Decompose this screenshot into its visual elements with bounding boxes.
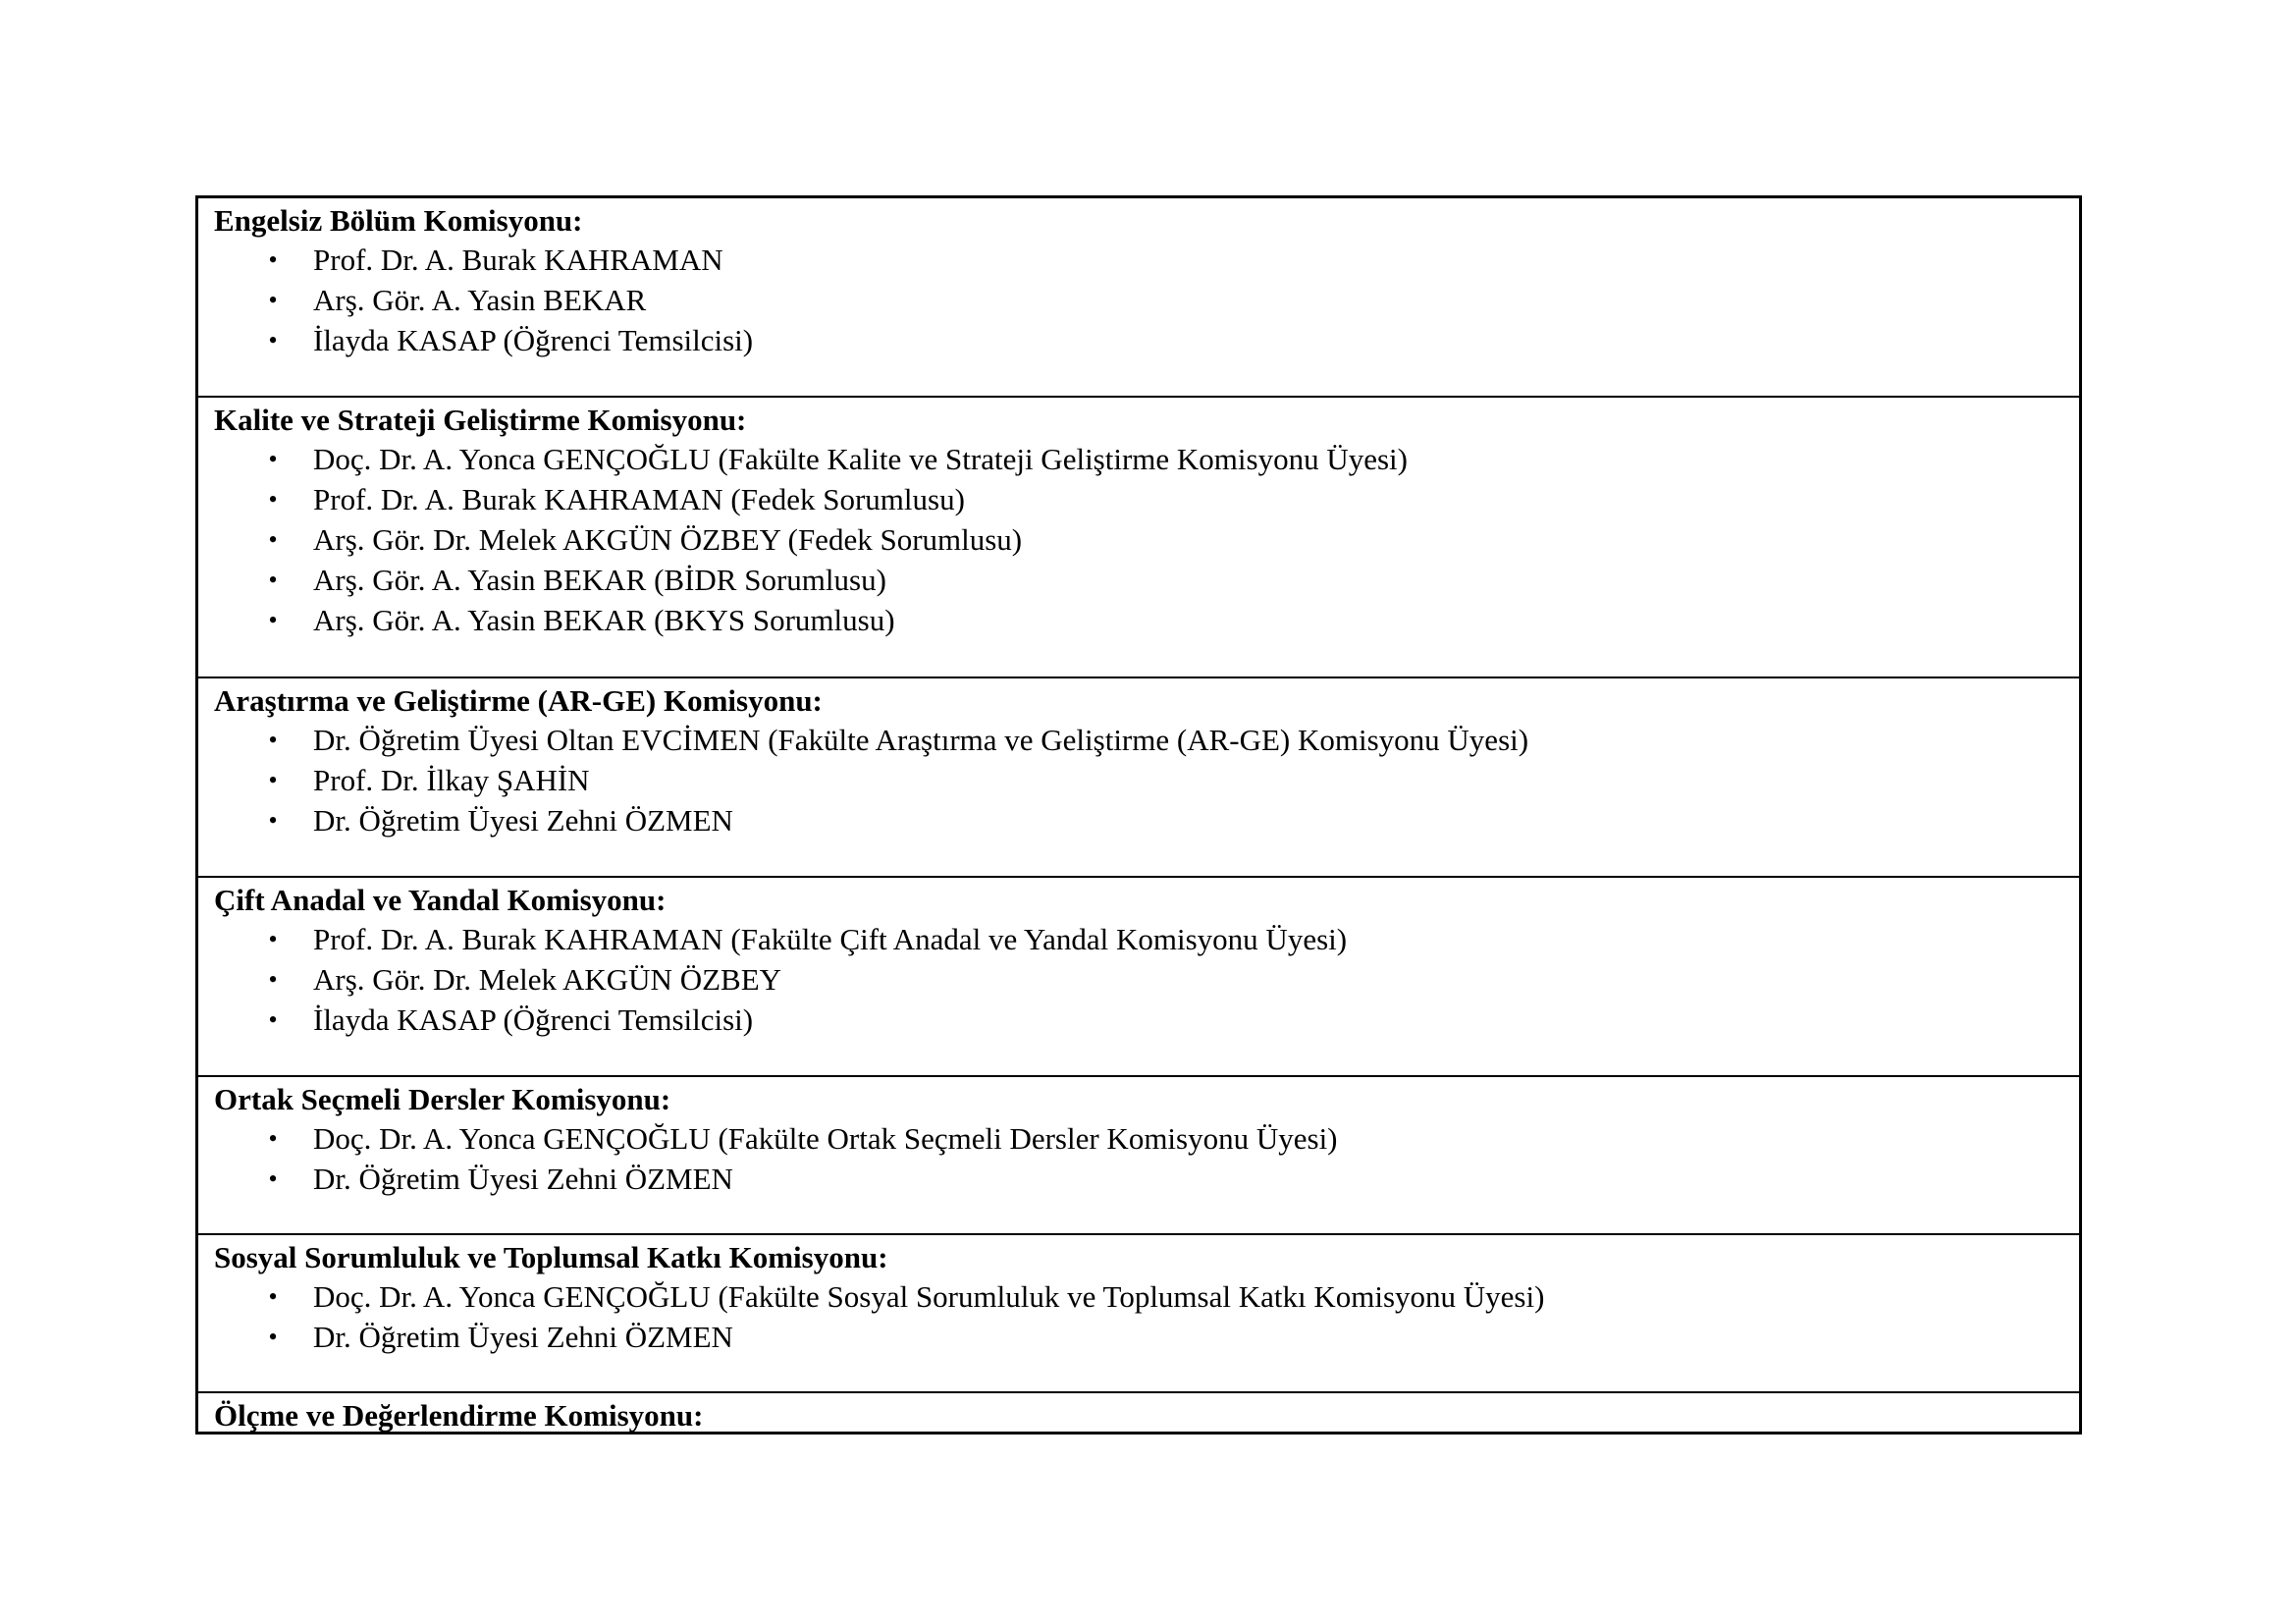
member-name: Dr. Öğretim Üyesi Zehni ÖZMEN — [313, 803, 733, 838]
member-item — [214, 600, 2079, 640]
bullet-icon: • — [268, 1164, 278, 1193]
member-list — [214, 919, 2079, 1040]
committee-row-ortak-secmeli — [198, 1077, 2079, 1235]
member-name: Prof. Dr. A. Burak KAHRAMAN (Fedek Sorumlusu) — [313, 482, 965, 516]
member-name: İlayda KASAP (Öğrenci Temsilcisi) — [313, 1002, 754, 1037]
member-name: Dr. Öğretim Üyesi Oltan EVCİMEN (Fakülte Araştırma ve Geliştirme (AR-GE) Komisyonu Üyesi) — [313, 723, 1529, 757]
bullet-icon: • — [268, 726, 278, 754]
member-item — [214, 959, 2079, 1000]
member-item — [214, 1276, 2079, 1317]
member-name: Doç. Dr. A. Yonca GENÇOĞLU (Fakülte Ortak Seçmeli Dersler Komisyonu Üyesi) — [313, 1121, 1338, 1156]
member-item — [214, 560, 2079, 600]
member-item — [214, 760, 2079, 800]
member-list — [214, 240, 2079, 360]
committee-row-cift-anadal — [198, 878, 2079, 1077]
member-list — [214, 720, 2079, 840]
committee-row-olcme — [198, 1393, 2079, 1432]
member-item — [214, 1000, 2079, 1040]
bullet-icon: • — [268, 965, 278, 994]
bullet-icon: • — [268, 485, 278, 514]
committee-row-kalite — [198, 398, 2079, 678]
member-name: Dr. Öğretim Üyesi Zehni ÖZMEN — [313, 1320, 733, 1354]
bullet-icon: • — [268, 1124, 278, 1153]
committee-title: Araştırma ve Geliştirme (AR-GE) Komisyonu: — [214, 683, 823, 718]
member-item — [214, 240, 2079, 280]
member-name: Arş. Gör. A. Yasin BEKAR (BKYS Sorumlusu) — [313, 603, 895, 637]
member-list — [214, 439, 2079, 640]
committee-title: Kalite ve Strateji Geliştirme Komisyonu: — [214, 403, 747, 437]
member-item — [214, 1118, 2079, 1159]
member-item — [214, 280, 2079, 320]
bullet-icon: • — [268, 525, 278, 554]
committee-row-engelsiz — [198, 198, 2079, 398]
member-item — [214, 439, 2079, 479]
member-name: Prof. Dr. A. Burak KAHRAMAN (Fakülte Çift Anadal ve Yandal Komisyonu Üyesi) — [313, 922, 1348, 956]
member-item — [214, 720, 2079, 760]
committee-table — [195, 195, 2082, 1435]
committee-title: Ortak Seçmeli Dersler Komisyonu: — [214, 1082, 671, 1116]
member-list — [214, 1118, 2079, 1199]
member-name: Arş. Gör. A. Yasin BEKAR (BİDR Sorumlusu) — [313, 563, 886, 597]
bullet-icon: • — [268, 806, 278, 835]
member-item — [214, 919, 2079, 959]
member-name: Prof. Dr. İlkay ŞAHİN — [313, 763, 590, 797]
bullet-icon: • — [268, 445, 278, 473]
member-item — [214, 479, 2079, 519]
committee-row-arge — [198, 678, 2079, 878]
bullet-icon: • — [268, 1323, 278, 1351]
member-item — [214, 519, 2079, 560]
member-name: Doç. Dr. A. Yonca GENÇOĞLU (Fakülte Kalite ve Strateji Geliştirme Komisyonu Üyesi) — [313, 442, 1408, 476]
bullet-icon: • — [268, 925, 278, 953]
member-item — [214, 1317, 2079, 1357]
member-item — [214, 800, 2079, 840]
committee-title: Ölçme ve Değerlendirme Komisyonu: — [214, 1398, 704, 1433]
member-name: Arş. Gör. A. Yasin BEKAR — [313, 283, 647, 317]
member-name: Doç. Dr. A. Yonca GENÇOĞLU (Fakülte Sosyal Sorumluluk ve Toplumsal Katkı Komisyonu Üyesi) — [313, 1279, 1545, 1314]
bullet-icon: • — [268, 566, 278, 594]
member-list — [214, 1276, 2079, 1357]
committee-title: Çift Anadal ve Yandal Komisyonu: — [214, 883, 667, 917]
committee-title: Sosyal Sorumluluk ve Toplumsal Katkı Komisyonu: — [214, 1240, 888, 1274]
member-item — [214, 320, 2079, 360]
bullet-icon: • — [268, 1005, 278, 1034]
bullet-icon: • — [268, 326, 278, 354]
bullet-icon: • — [268, 766, 278, 794]
member-name: Arş. Gör. Dr. Melek AKGÜN ÖZBEY (Fedek Sorumlusu) — [313, 522, 1023, 557]
bullet-icon: • — [268, 286, 278, 314]
member-name: Prof. Dr. A. Burak KAHRAMAN — [313, 243, 723, 277]
committee-row-sosyal-sorumluluk — [198, 1235, 2079, 1393]
bullet-icon: • — [268, 606, 278, 634]
member-name: İlayda KASAP (Öğrenci Temsilcisi) — [313, 323, 754, 357]
member-name: Arş. Gör. Dr. Melek AKGÜN ÖZBEY — [313, 962, 782, 997]
bullet-icon: • — [268, 245, 278, 274]
member-item — [214, 1159, 2079, 1199]
bullet-icon: • — [268, 1282, 278, 1311]
member-name: Dr. Öğretim Üyesi Zehni ÖZMEN — [313, 1162, 733, 1196]
committee-title: Engelsiz Bölüm Komisyonu: — [214, 203, 583, 238]
